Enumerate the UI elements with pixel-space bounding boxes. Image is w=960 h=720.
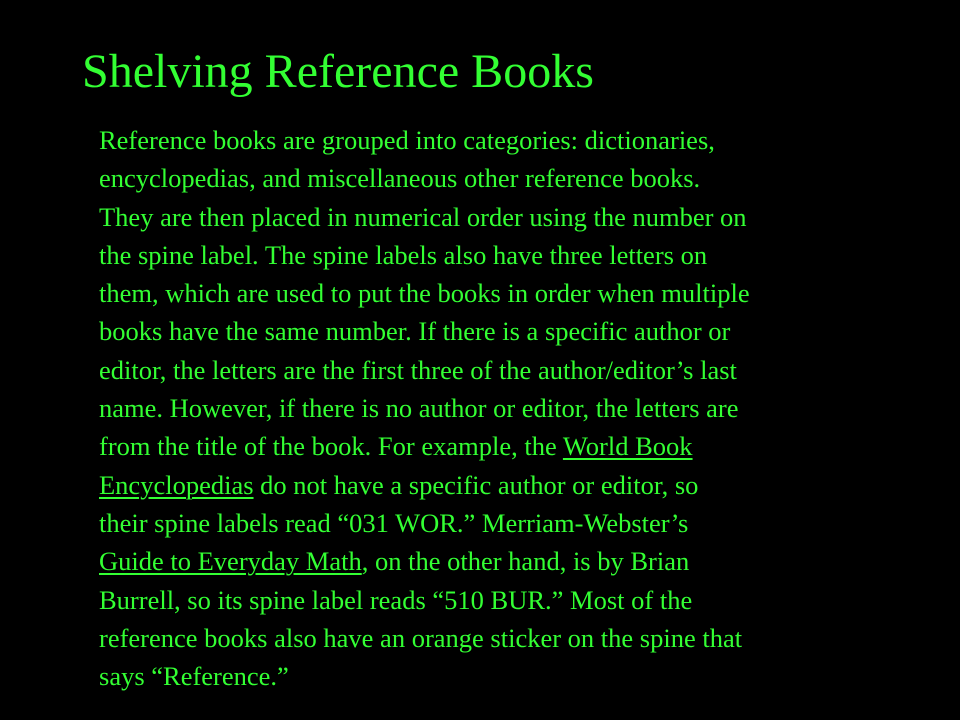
underlined-book-title: Guide to Everyday Math <box>99 546 362 577</box>
text-segment: them, which are used to put the books in order when multiple <box>99 278 750 309</box>
text-line <box>99 657 899 695</box>
text-segment: name. However, if there is no author or editor, the letters are <box>99 393 739 424</box>
text-line <box>99 351 899 389</box>
text-segment: books have the same number. If there is a specific author or <box>99 316 731 347</box>
text-segment: encyclopedias, and miscellaneous other reference books. <box>99 163 701 194</box>
text-segment: They are then placed in numerical order using the number on <box>99 201 747 232</box>
text-segment: Burrell, so its spine label reads “510 BUR.” Most of the <box>99 584 693 615</box>
text-segment: their spine labels read “031 WOR.” Merriam-Webster’s <box>99 507 689 538</box>
text-line <box>99 312 899 350</box>
text-segment: do not have a specific author or editor, so <box>253 469 699 500</box>
text-segment: reference books also have an orange sticker on the spine that <box>99 622 743 653</box>
text-line <box>99 619 899 657</box>
text-line <box>99 542 899 580</box>
text-segment: , on the other hand, is by Brian <box>361 546 690 577</box>
slide-title: Shelving Reference Books <box>82 45 594 98</box>
text-segment: from the title of the book. For example, the <box>99 431 563 462</box>
text-line <box>99 466 899 504</box>
body-paragraph <box>99 121 899 695</box>
underlined-book-title: Encyclopedias <box>99 469 254 500</box>
text-line <box>99 236 899 274</box>
text-segment: the spine label. The spine labels also have three letters on <box>99 239 708 270</box>
text-line <box>99 274 899 312</box>
text-line <box>99 427 899 465</box>
text-line <box>99 389 899 427</box>
text-line <box>99 198 899 236</box>
text-line <box>99 581 899 619</box>
text-line <box>99 504 899 542</box>
text-segment: says “Reference.” <box>99 661 289 692</box>
text-segment: Reference books are grouped into categories: dictionaries, <box>99 125 715 155</box>
text-line <box>99 121 899 159</box>
text-segment: editor, the letters are the first three of the author/editor’s last <box>99 354 737 385</box>
underlined-book-title: World Book <box>562 431 693 462</box>
text-line <box>99 159 899 197</box>
